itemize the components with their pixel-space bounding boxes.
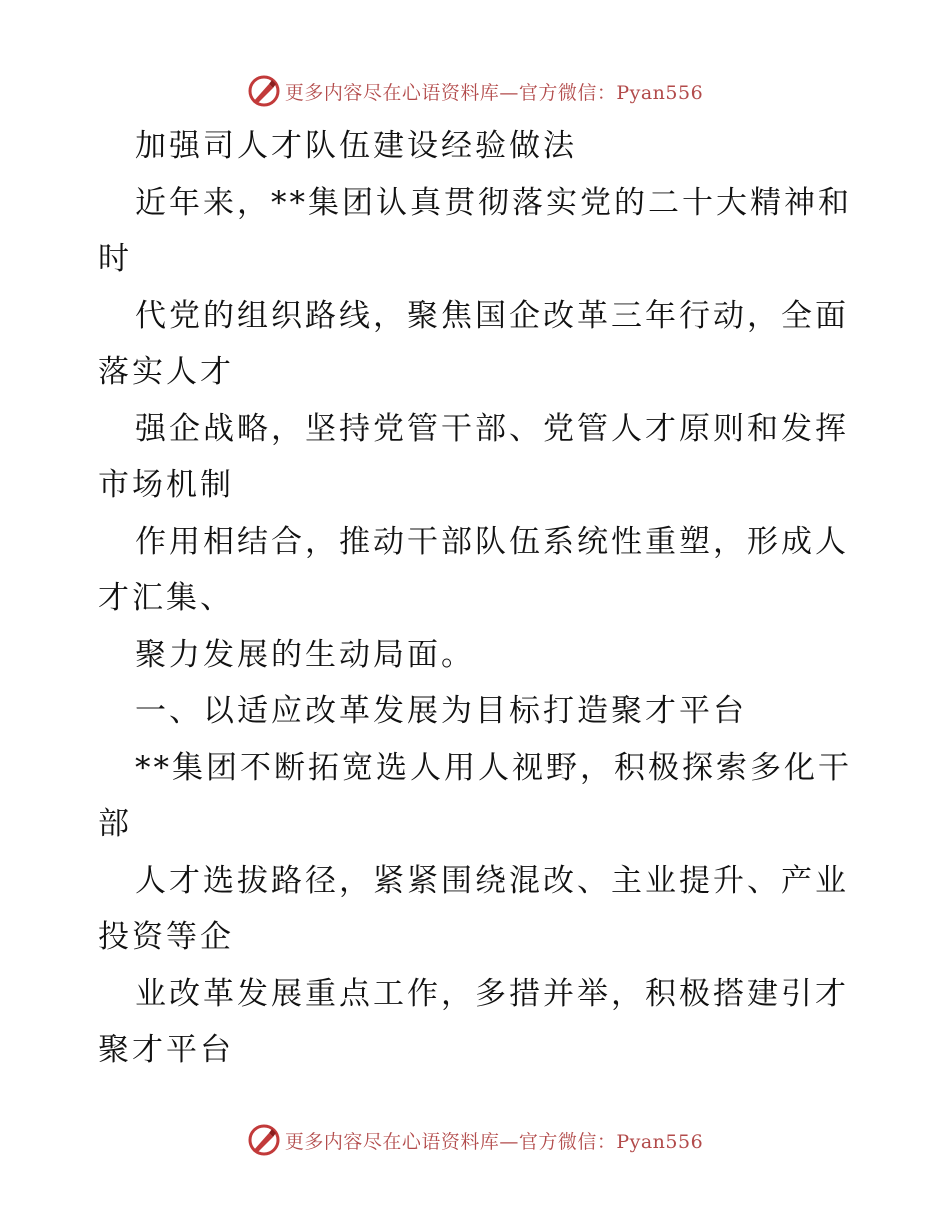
watermark-text: 更多内容尽在心语资料库—官方微信：Pyan556: [284, 81, 704, 104]
text-line: 人才选拔路径，紧紧围绕混改、主业提升、产业: [135, 862, 849, 899]
text-line: 聚力发展的生动局面。: [135, 636, 475, 673]
document-body: [98, 118, 858, 1079]
pen-logo-icon: [247, 1123, 281, 1157]
text-line: 强企战略，坚持党管干部、党管人才原则和发挥: [135, 410, 849, 447]
watermark-text: 更多内容尽在心语资料库—官方微信：Pyan556: [284, 1130, 704, 1153]
text-line: 一、以适应改革发展为目标打造聚才平台: [135, 693, 747, 729]
text-line: 代党的组织路线，聚焦国企改革三年行动，全面: [135, 297, 849, 334]
text-line: 部: [98, 806, 132, 842]
text-line: 业改革发展重点工作，多措并举，积极搭建引才: [135, 975, 849, 1012]
pen-logo-icon: [247, 74, 281, 108]
text-line: 时: [98, 241, 132, 277]
text-line: 落实人才: [98, 354, 234, 390]
text-line: 投资等企: [98, 919, 234, 955]
text-line: 聚才平台: [98, 1032, 234, 1068]
text-line: 加强司人才队伍建设经验做法: [135, 128, 577, 164]
text-line: 近年来，**集团认真贯彻落实党的二十大精神和: [135, 184, 852, 221]
text-line: 作用相结合，推动干部队伍系统性重塑，形成人: [135, 523, 849, 560]
text-line: 才汇集、: [98, 580, 234, 616]
watermark-footer: [0, 1120, 950, 1160]
text-line: **集团不断拓宽选人用人视野，积极探索多化干: [135, 749, 852, 786]
text-line: 市场机制: [98, 467, 234, 503]
watermark-header: [0, 71, 950, 111]
